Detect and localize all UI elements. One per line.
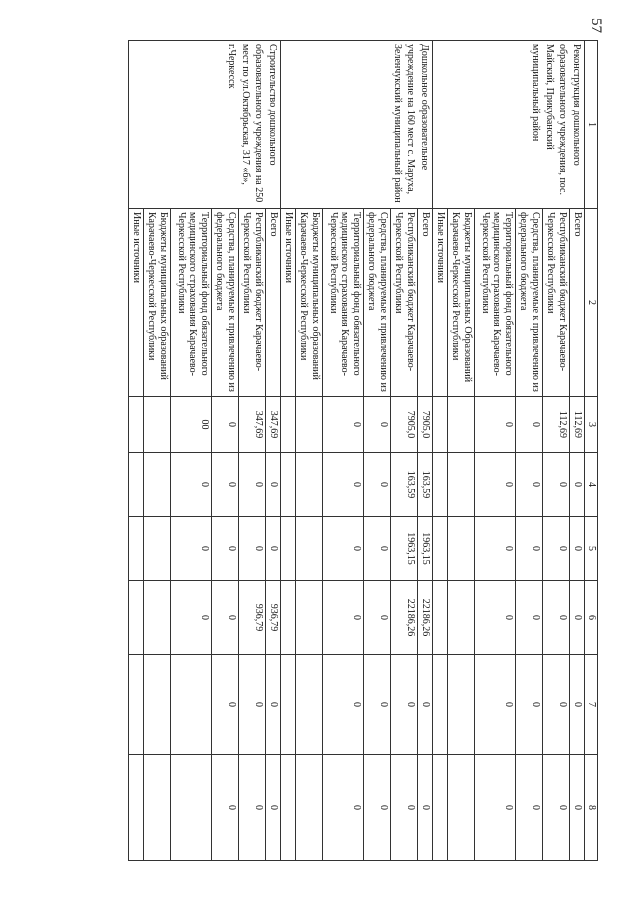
value-cell: 0 xyxy=(239,755,266,861)
value-cell: 0 xyxy=(516,517,543,581)
value-cell xyxy=(129,755,144,861)
value-cell: 0 xyxy=(391,755,418,861)
funding-source-cell: Всего xyxy=(418,209,433,397)
value-cell: 0 xyxy=(475,453,516,517)
table-row xyxy=(266,41,281,861)
value-cell xyxy=(433,517,448,581)
value-cell xyxy=(281,397,296,453)
value-cell: 0 xyxy=(570,755,585,861)
value-cell xyxy=(144,755,171,861)
value-cell xyxy=(281,655,296,755)
value-cell xyxy=(144,517,171,581)
funding-source-cell: Всего xyxy=(570,209,585,397)
header-cell: 6 xyxy=(585,581,598,655)
value-cell xyxy=(433,655,448,755)
header-cell: 8 xyxy=(585,755,598,861)
header-row xyxy=(585,41,598,861)
value-cell: 0 xyxy=(475,517,516,581)
value-cell: 0 xyxy=(418,755,433,861)
value-cell xyxy=(433,755,448,861)
value-cell xyxy=(144,397,171,453)
value-cell: 0 xyxy=(323,517,364,581)
value-cell: 0 xyxy=(516,755,543,861)
value-cell: 0 xyxy=(171,517,212,581)
value-cell: 0 xyxy=(543,581,570,655)
funding-source-cell: Территориальный фонд обязательного медицинского страхования Карачаево-Черкесской Республики xyxy=(323,209,364,397)
value-cell: 163,59 xyxy=(391,453,418,517)
value-cell: 0 xyxy=(364,453,391,517)
value-cell: 0 xyxy=(516,655,543,755)
value-cell xyxy=(129,581,144,655)
value-cell xyxy=(171,755,212,861)
value-cell: 0 xyxy=(171,453,212,517)
header-cell: 3 xyxy=(585,397,598,453)
header-cell: 5 xyxy=(585,517,598,581)
funding-table xyxy=(128,40,598,861)
value-cell xyxy=(448,655,475,755)
value-cell xyxy=(296,453,323,517)
rotated-table-container xyxy=(58,40,598,860)
value-cell xyxy=(296,581,323,655)
value-cell xyxy=(144,453,171,517)
value-cell: 0 xyxy=(212,755,239,861)
value-cell: 0 xyxy=(364,755,391,861)
value-cell xyxy=(296,655,323,755)
value-cell xyxy=(129,397,144,453)
value-cell: 22186,26 xyxy=(391,581,418,655)
funding-source-cell: Средства, планируемые к привлечению из федерального бюджета xyxy=(212,209,239,397)
value-cell: 0 xyxy=(239,655,266,755)
value-cell: 0 xyxy=(516,453,543,517)
value-cell: 0 xyxy=(239,453,266,517)
value-cell: 0 xyxy=(475,755,516,861)
value-cell: 0 xyxy=(266,453,281,517)
value-cell: 0 xyxy=(266,755,281,861)
value-cell xyxy=(296,397,323,453)
value-cell: 936,79 xyxy=(266,581,281,655)
value-cell xyxy=(448,581,475,655)
value-cell xyxy=(296,517,323,581)
funding-source-cell: Республиканский бюджет Карачаево-Черкесской Республики xyxy=(391,209,418,397)
object-name-cell: Дошкольное образовательное учреждение на 160 мест с. Маруха, Зеленчукский муниципальный район xyxy=(281,41,433,209)
value-cell: 0 xyxy=(364,655,391,755)
value-cell: 112,69 xyxy=(570,397,585,453)
header-cell: 7 xyxy=(585,655,598,755)
value-cell xyxy=(433,397,448,453)
value-cell: 0 xyxy=(516,397,543,453)
value-cell: 0 xyxy=(391,655,418,755)
page-number: 57 xyxy=(588,18,604,33)
value-cell xyxy=(144,655,171,755)
table-row xyxy=(570,41,585,861)
value-cell: 112,69 xyxy=(543,397,570,453)
value-cell: 1963,15 xyxy=(391,517,418,581)
value-cell: 163,59 xyxy=(418,453,433,517)
value-cell: 0 xyxy=(212,397,239,453)
value-cell xyxy=(281,755,296,861)
value-cell xyxy=(448,453,475,517)
value-cell xyxy=(281,517,296,581)
value-cell: 0 xyxy=(475,581,516,655)
value-cell: 00 xyxy=(171,397,212,453)
value-cell xyxy=(448,397,475,453)
value-cell: 0 xyxy=(570,517,585,581)
value-cell xyxy=(448,755,475,861)
funding-source-cell: Иные источники xyxy=(281,209,296,397)
value-cell: 7905,0 xyxy=(391,397,418,453)
value-cell xyxy=(448,517,475,581)
table-row xyxy=(418,41,433,861)
value-cell: 0 xyxy=(266,655,281,755)
value-cell: 0 xyxy=(475,655,516,755)
value-cell xyxy=(433,453,448,517)
value-cell: 0 xyxy=(516,581,543,655)
funding-source-cell: Средства, планируемые к привлечению из федерального бюджета xyxy=(516,209,543,397)
value-cell: 0 xyxy=(266,517,281,581)
value-cell: 0 xyxy=(212,517,239,581)
value-cell: 0 xyxy=(364,517,391,581)
value-cell xyxy=(129,517,144,581)
header-cell: 4 xyxy=(585,453,598,517)
value-cell: 22186,26 xyxy=(418,581,433,655)
funding-table-body xyxy=(129,41,598,861)
value-cell: 0 xyxy=(570,655,585,755)
funding-source-cell: Территориальный фонд обязательного медицинского страхования Карачаево-Черкесской Республики xyxy=(171,209,212,397)
funding-source-cell: Всего xyxy=(266,209,281,397)
value-cell: 0 xyxy=(212,453,239,517)
value-cell: 0 xyxy=(418,655,433,755)
header-cell: 2 xyxy=(585,209,598,397)
value-cell: 0 xyxy=(570,453,585,517)
value-cell: 0 xyxy=(212,655,239,755)
value-cell xyxy=(296,755,323,861)
value-cell: 0 xyxy=(323,397,364,453)
header-cell: 1 xyxy=(585,41,598,209)
funding-source-cell: Бюджеты муниципальных образований Карачаево-Черкесской Республики xyxy=(144,209,171,397)
value-cell: 0 xyxy=(364,581,391,655)
value-cell xyxy=(129,453,144,517)
value-cell: 0 xyxy=(543,517,570,581)
value-cell xyxy=(129,655,144,755)
value-cell xyxy=(144,581,171,655)
funding-source-cell: Иные источники xyxy=(129,209,144,397)
value-cell: 0 xyxy=(239,517,266,581)
value-cell xyxy=(171,655,212,755)
funding-source-cell: Территориальный фонд обязательного медицинского страхования Карачаево-Черкесской Республики xyxy=(475,209,516,397)
value-cell: 0 xyxy=(323,581,364,655)
value-cell: 0 xyxy=(543,755,570,861)
funding-source-cell: Бюджеты муниципальных образований Карачаево-Черкесской Республики xyxy=(296,209,323,397)
object-name-cell: Строительство дошкольного образовательного учреждения на 250 мест по ул.Октябрьская, 317 «б», г.Черкесск xyxy=(129,41,281,209)
value-cell: 0 xyxy=(475,397,516,453)
value-cell: 7905,0 xyxy=(418,397,433,453)
value-cell: 0 xyxy=(364,397,391,453)
funding-source-cell: Республиканский бюджет Карачаево-Черкесской Республики xyxy=(543,209,570,397)
value-cell: 0 xyxy=(212,581,239,655)
funding-source-cell: Республиканский бюджет Карачаево-Черкесской Республики xyxy=(239,209,266,397)
funding-source-cell: Средства, планируемые к привлечению из федерального бюджета xyxy=(364,209,391,397)
value-cell: 0 xyxy=(323,655,364,755)
value-cell: 936,79 xyxy=(239,581,266,655)
object-name-cell: Реконструкция дошкольного образовательного учреждения, пос. Майский, Прикубанский муниципальный район xyxy=(433,41,585,209)
value-cell: 0 xyxy=(323,453,364,517)
value-cell xyxy=(281,453,296,517)
value-cell xyxy=(281,581,296,655)
value-cell xyxy=(433,581,448,655)
value-cell: 347,69 xyxy=(239,397,266,453)
value-cell: 0 xyxy=(543,453,570,517)
value-cell: 0 xyxy=(171,581,212,655)
value-cell: 1963,15 xyxy=(418,517,433,581)
funding-source-cell: Бюджеты муниципальных Образований Карачаево-Черкесской Республики xyxy=(448,209,475,397)
value-cell: 0 xyxy=(323,755,364,861)
value-cell: 347,69 xyxy=(266,397,281,453)
value-cell: 0 xyxy=(543,655,570,755)
value-cell: 0 xyxy=(570,581,585,655)
funding-source-cell: Иные источники xyxy=(433,209,448,397)
